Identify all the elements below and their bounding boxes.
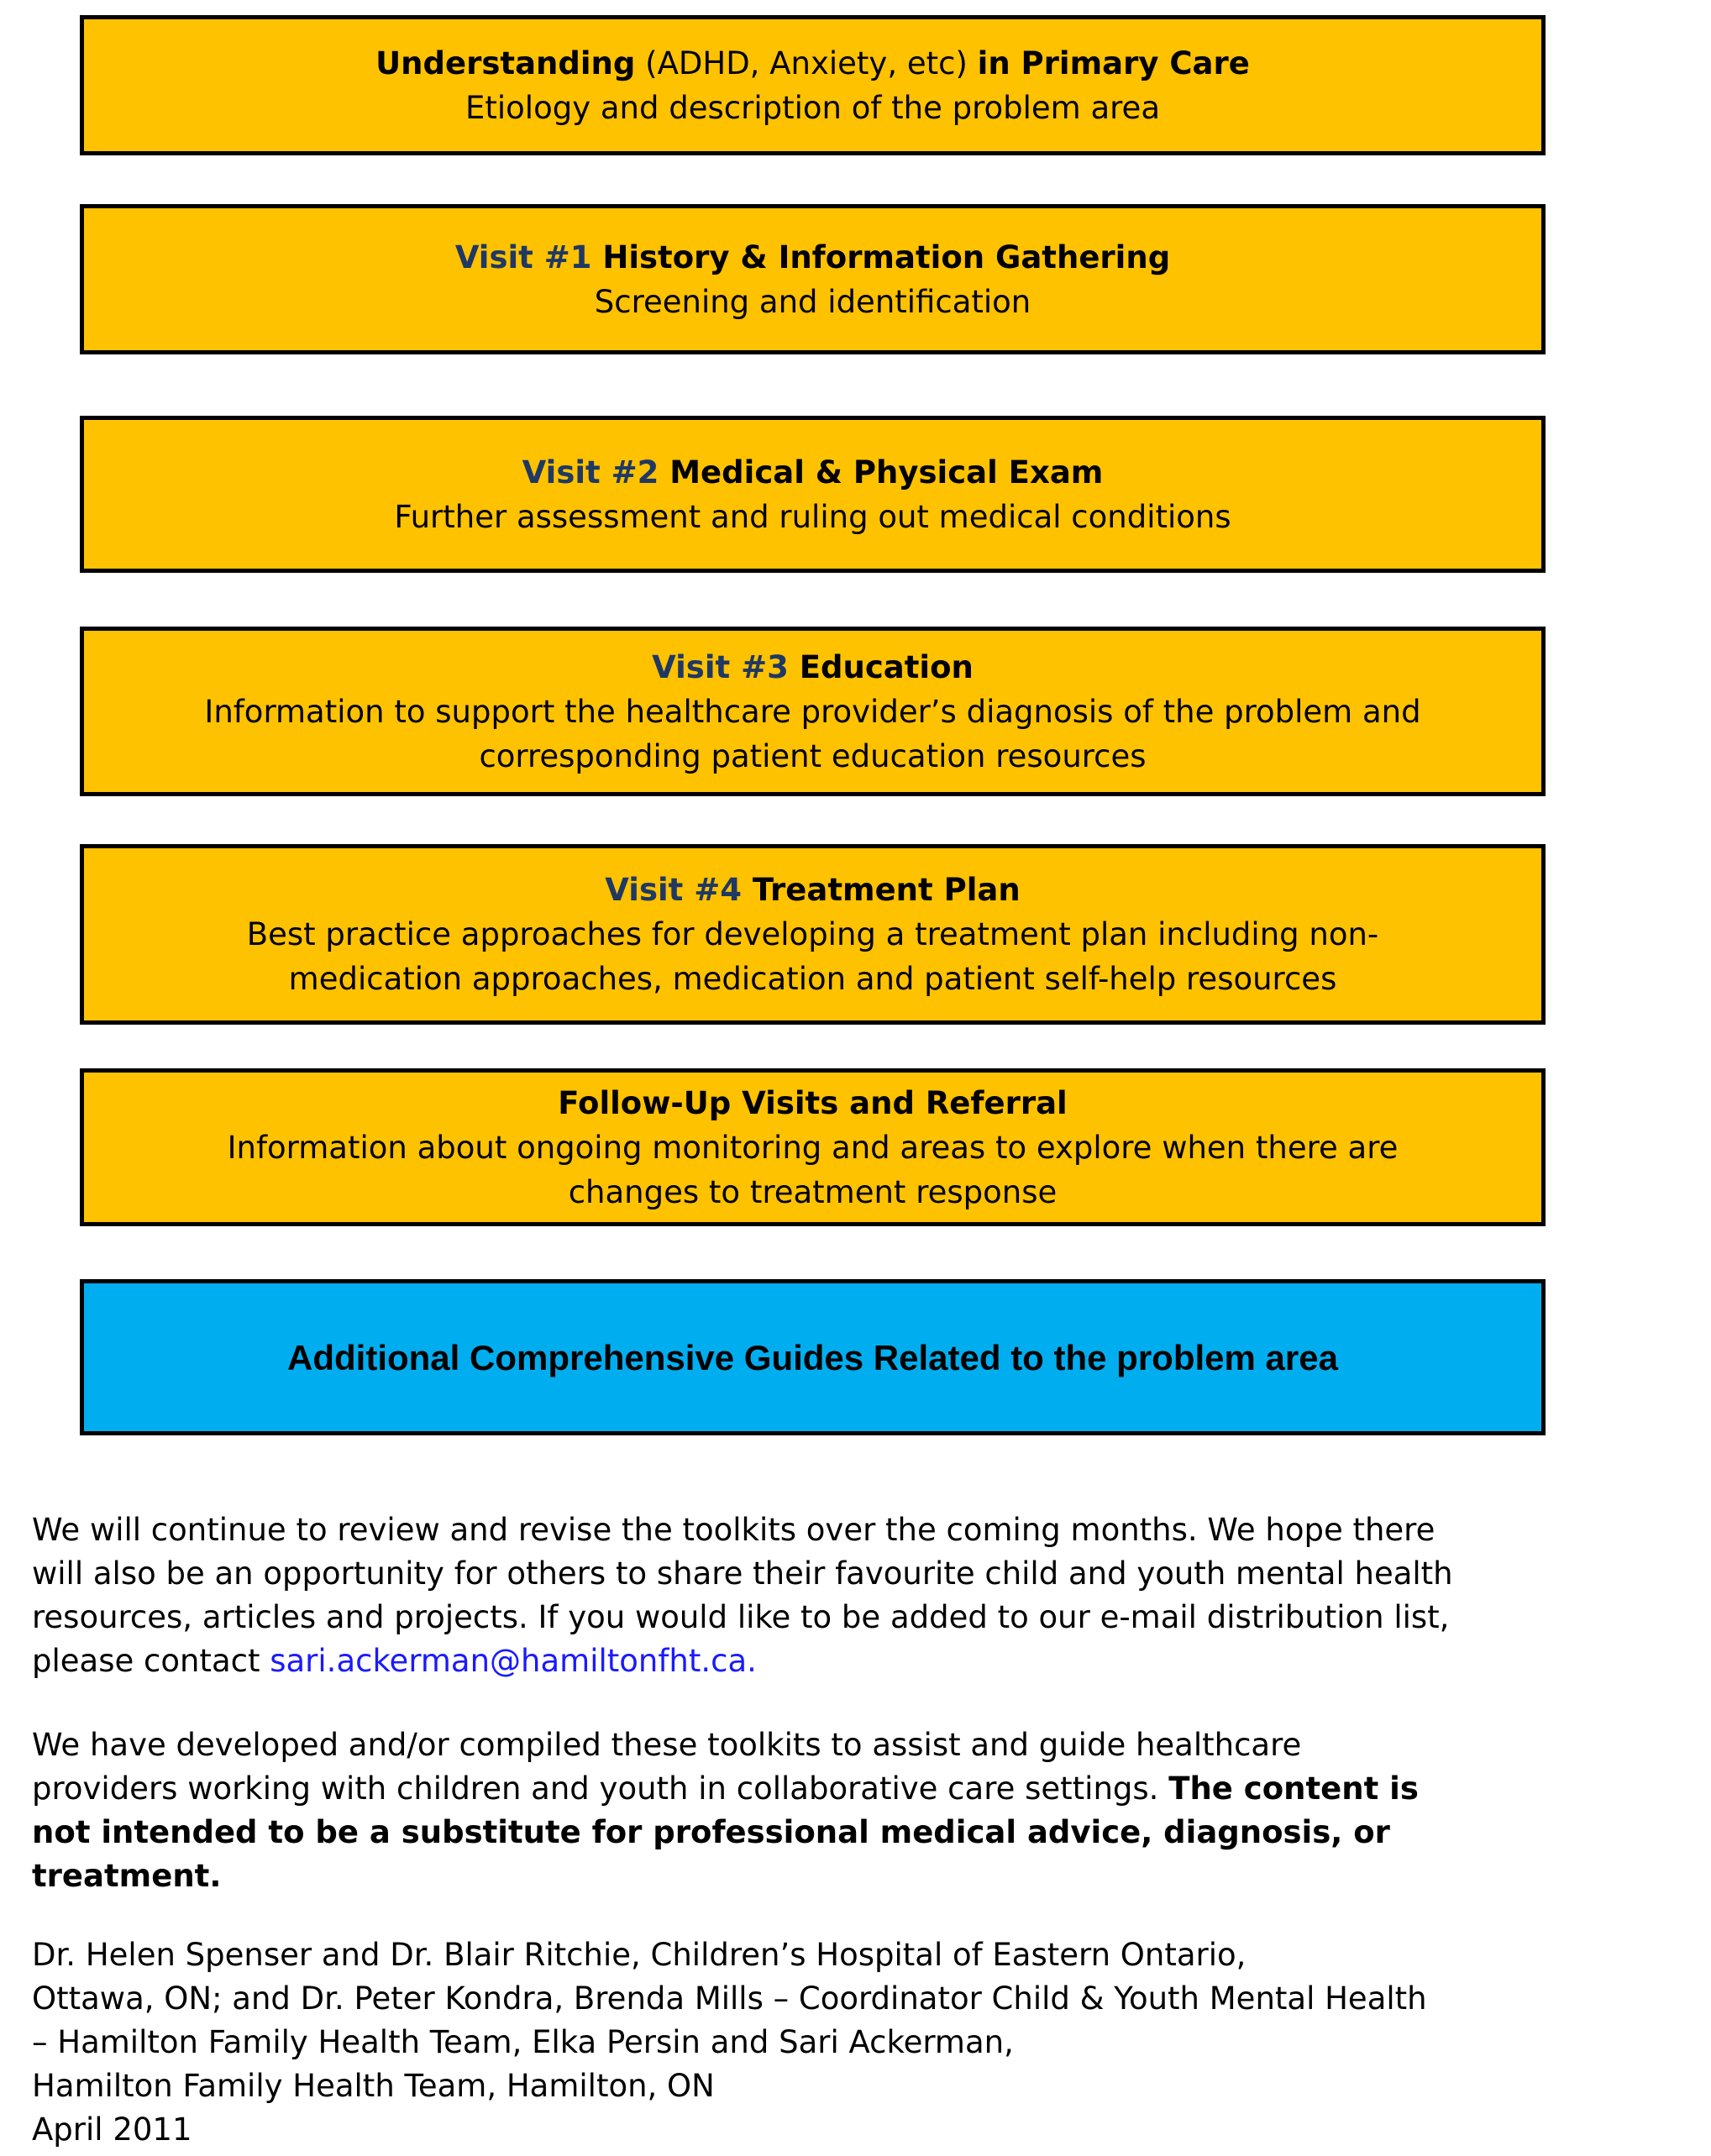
box-title-bold-primary-care: in Primary Care [977, 45, 1250, 81]
review-line-4-prefix: please contact [32, 1643, 270, 1679]
visit4-title: Treatment Plan [752, 872, 1021, 908]
paragraph-review-and-revise [32, 1508, 1453, 1683]
visit3-title: Education [799, 648, 974, 685]
box-subtitle-visit4-line2: medication approaches, medication and patient self-help resources [288, 961, 1337, 997]
box-subtitle-understanding: Etiology and description of the problem area [465, 89, 1160, 126]
credits-line-4: Hamilton Family Health Team, Hamilton, ON [32, 2068, 715, 2104]
flow-box-additional-guides [80, 1279, 1546, 1435]
credits-line-1: Dr. Helen Spenser and Dr. Blair Ritchie, Children’s Hospital of Eastern Ontario, [32, 1937, 1247, 1973]
box-title-visit4 [605, 868, 1020, 912]
box-subtitle-followup-line2: changes to treatment response [568, 1173, 1058, 1210]
review-line-3: resources, articles and projects. If you would like to be added to our e-mail distribution list, [32, 1599, 1450, 1635]
credits-line-3: – Hamilton Family Health Team, Elka Persin and Sari Ackerman, [32, 2024, 1014, 2060]
credits-line-2: Ottawa, ON; and Dr. Peter Kondra, Brenda Mills – Coordinator Child & Youth Mental Health [32, 1980, 1427, 2017]
box-subtitle-visit3-line2: corresponding patient education resources [479, 737, 1147, 774]
disclaimer-line-1: We have developed and/or compiled these toolkits to assist and guide healthcare [32, 1727, 1302, 1763]
paragraph-disclaimer [32, 1723, 1419, 1898]
box-title-visit2 [522, 450, 1104, 495]
credits-date: April 2011 [32, 2111, 192, 2148]
visit2-label: Visit #2 [522, 454, 670, 490]
box-title-additional-guides: Additional Comprehensive Guides Related to the problem area [287, 1337, 1338, 1377]
disclaimer-line-2-bold: The content is [1168, 1770, 1419, 1807]
paragraph-credits [32, 1933, 1427, 2152]
review-line-1: We will continue to review and revise the toolkits over the coming months. We hope there [32, 1512, 1435, 1548]
box-title-visit3 [652, 645, 974, 690]
box-subtitle-visit1: Screening and identification [594, 283, 1031, 320]
flow-box-visit2 [80, 416, 1546, 573]
disclaimer-line-3: not intended to be a substitute for professional medical advice, diagnosis, or [32, 1814, 1390, 1850]
visit4-label: Visit #4 [605, 872, 753, 908]
box-title-visit1 [455, 235, 1170, 280]
visit2-title: Medical & Physical Exam [669, 454, 1104, 490]
visit1-label: Visit #1 [454, 239, 603, 275]
box-subtitle-followup-line1: Information about ongoing monitoring and areas to explore when there are [227, 1129, 1399, 1166]
flow-box-visit4 [80, 844, 1546, 1025]
contact-email-link[interactable]: sari.ackerman@hamiltonfht.ca. [270, 1643, 757, 1679]
review-line-4 [32, 1639, 1453, 1683]
review-line-2: will also be an opportunity for others to share their favourite child and youth mental health [32, 1555, 1453, 1592]
flow-box-understanding [80, 15, 1546, 155]
box-title-understanding [375, 41, 1250, 86]
visit1-title: History & Information Gathering [602, 239, 1171, 275]
disclaimer-line-4: treatment. [32, 1858, 222, 1894]
disclaimer-line-2 [32, 1767, 1419, 1811]
flow-box-followup [80, 1068, 1546, 1226]
box-subtitle-visit2: Further assessment and ruling out medical conditions [394, 498, 1231, 535]
visit3-label: Visit #3 [652, 648, 800, 685]
flow-box-visit1 [80, 204, 1546, 354]
flow-box-visit3 [80, 627, 1546, 796]
box-title-regular-understanding: (ADHD, Anxiety, etc) [635, 45, 978, 81]
box-title-followup: Follow-Up Visits and Referral [558, 1084, 1068, 1121]
box-subtitle-visit4-line1: Best practice approaches for developing a treatment plan including non- [246, 916, 1379, 952]
box-title-bold-understanding: Understanding [375, 45, 636, 81]
box-subtitle-visit3-line1: Information to support the healthcare provider’s diagnosis of the problem and [204, 693, 1421, 730]
disclaimer-line-2-regular: providers working with children and youth in collaborative care settings. [32, 1770, 1169, 1807]
